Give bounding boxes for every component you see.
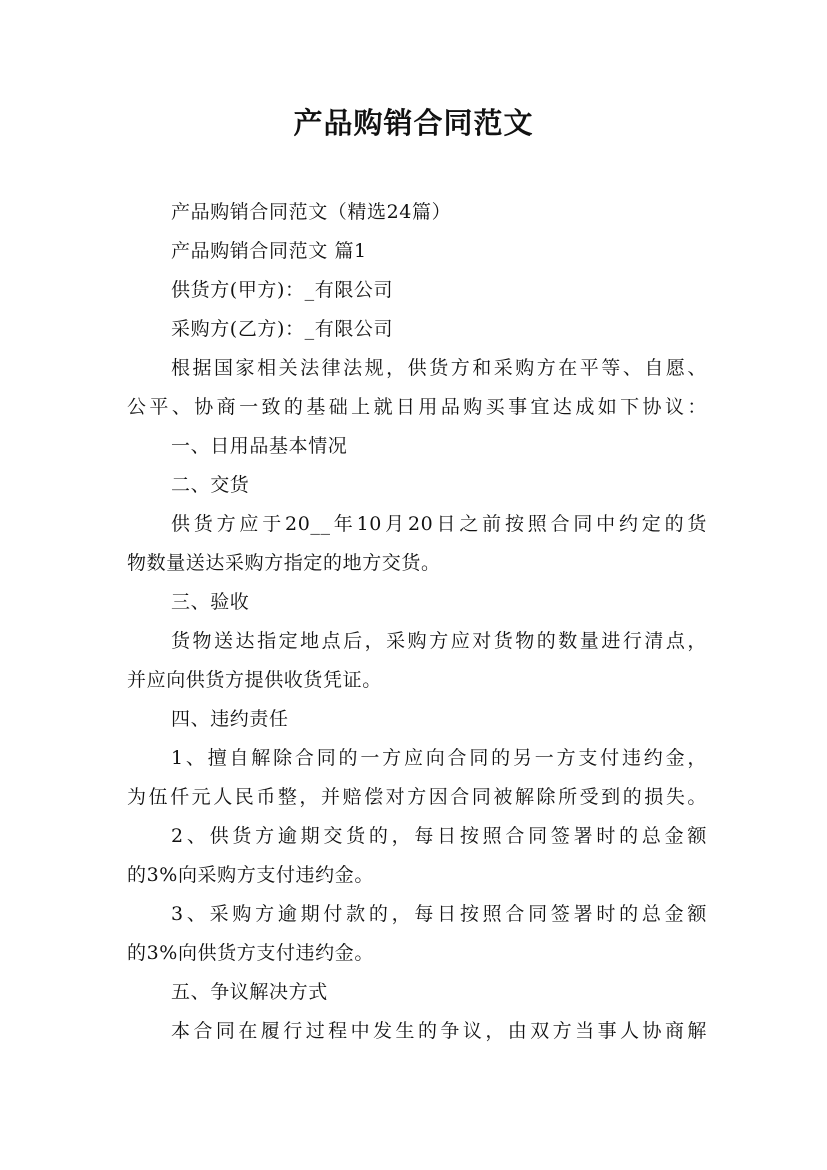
paragraph-line: 公平、协商一致的基础上就日用品购买事宜达成如下协议： (127, 396, 707, 418)
paragraph-line: 3、采购方逾期付款的，每日按照合同签署时的总金额 (171, 903, 707, 925)
paragraph-line: 货物送达指定地点后，采购方应对货物的数量进行清点， (171, 630, 707, 652)
clause-heading: 三、验收 (171, 591, 250, 613)
paragraph-line: 本合同在履行过程中发生的争议，由双方当事人协商解 (171, 1020, 707, 1042)
paragraph-line: 为伍仟元人民币整，并赔偿对方因合同被解除所受到的损失。 (127, 786, 707, 808)
subtitle-line: 产品购销合同范文（精选24篇） (171, 201, 452, 223)
paragraph-line: 并应向供货方提供收货凭证。 (127, 669, 382, 691)
paragraph-line: 1、擅自解除合同的一方应向合同的另一方支付违约金， (171, 747, 707, 769)
clause-heading: 四、违约责任 (171, 708, 289, 730)
purchaser-line: 采购方(乙方)：_有限公司 (171, 318, 394, 340)
document-title: 产品购销合同范文 (293, 106, 534, 140)
clause-heading: 一、日用品基本情况 (171, 435, 348, 457)
paragraph-line: 物数量送达采购方指定的地方交货。 (127, 552, 441, 574)
paragraph-line: 供货方应于20__年10月20日之前按照合同中约定的货 (171, 513, 707, 535)
clause-heading: 二、交货 (171, 474, 250, 496)
section-heading: 产品购销合同范文 篇1 (171, 240, 367, 262)
paragraph-line: 的3%向采购方支付违约金。 (127, 864, 374, 886)
paragraph-line: 的3%向供货方支付违约金。 (127, 942, 374, 964)
clause-heading: 五、争议解决方式 (171, 981, 328, 1003)
document-body (127, 193, 707, 1051)
supplier-line: 供货方(甲方)：_有限公司 (171, 279, 394, 301)
paragraph-line: 2、供货方逾期交货的，每日按照合同签署时的总金额 (171, 825, 707, 847)
paragraph-line: 根据国家相关法律法规，供货方和采购方在平等、自愿、 (171, 357, 707, 379)
